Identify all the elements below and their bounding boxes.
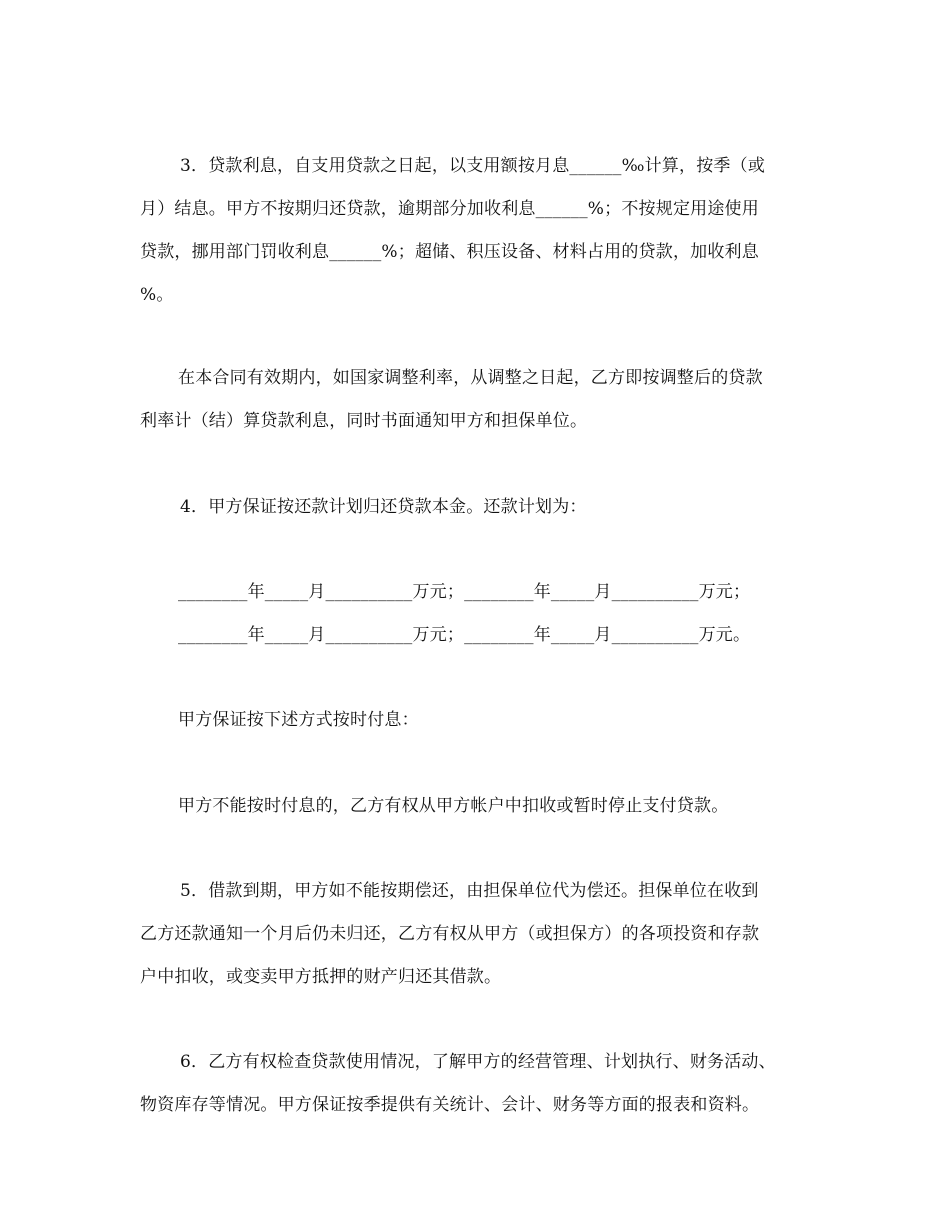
clause-3-line-2: 月）结息。甲方不按期归还贷款，逾期部分加收利息______%；不按规定用途使用: [140, 199, 759, 219]
repayment-plan-line-2: ________年_____月__________万元；________年_____月__________万元。: [178, 625, 751, 645]
clause-6-line-2: 物资库存等情况。甲方保证按季提供有关统计、会计、财务等方面的报表和资料。: [140, 1095, 760, 1115]
repayment-plan-line-1: ________年_____月__________万元；________年_____月__________万元；: [178, 582, 751, 602]
clause-5-line-2: 乙方还款通知一个月后仍未归还，乙方有权从甲方（或担保方）的各项投资和存款: [140, 924, 760, 944]
clause-5-line-1: 5．借款到期，甲方如不能按期偿还，由担保单位代为偿还。担保单位在收到: [180, 881, 759, 901]
interest-payment-line: 甲方保证按下述方式按时付息：: [178, 710, 419, 730]
late-interest-line: 甲方不能按时付息的，乙方有权从甲方帐户中扣收或暂时停止支付贷款。: [178, 796, 729, 816]
clause-4-line-1: 4．甲方保证按还款计划归还贷款本金。还款计划为：: [180, 497, 587, 517]
clause-3-line-4: %。: [140, 285, 174, 305]
rate-adjustment-line-1: 在本合同有效期内，如国家调整利率，从调整之日起，乙方即按调整后的贷款: [178, 368, 763, 388]
clause-6-line-1: 6．乙方有权检查贷款使用情况，了解甲方的经营管理、计划执行、财务活动、: [180, 1052, 776, 1072]
rate-adjustment-line-2: 利率计（结）算贷款利息，同时书面通知甲方和担保单位。: [140, 411, 588, 431]
clause-3-line-3: 贷款，挪用部门罚收利息______%；超储、积压设备、材料占用的贷款，加收利息: [140, 242, 759, 262]
clause-5-line-3: 户中扣收，或变卖甲方抵押的财产归还其借款。: [140, 967, 502, 987]
clause-3-line-1: 3．贷款利息，自支用贷款之日起，以支用额按月息______‰计算，按季（或: [180, 156, 766, 176]
